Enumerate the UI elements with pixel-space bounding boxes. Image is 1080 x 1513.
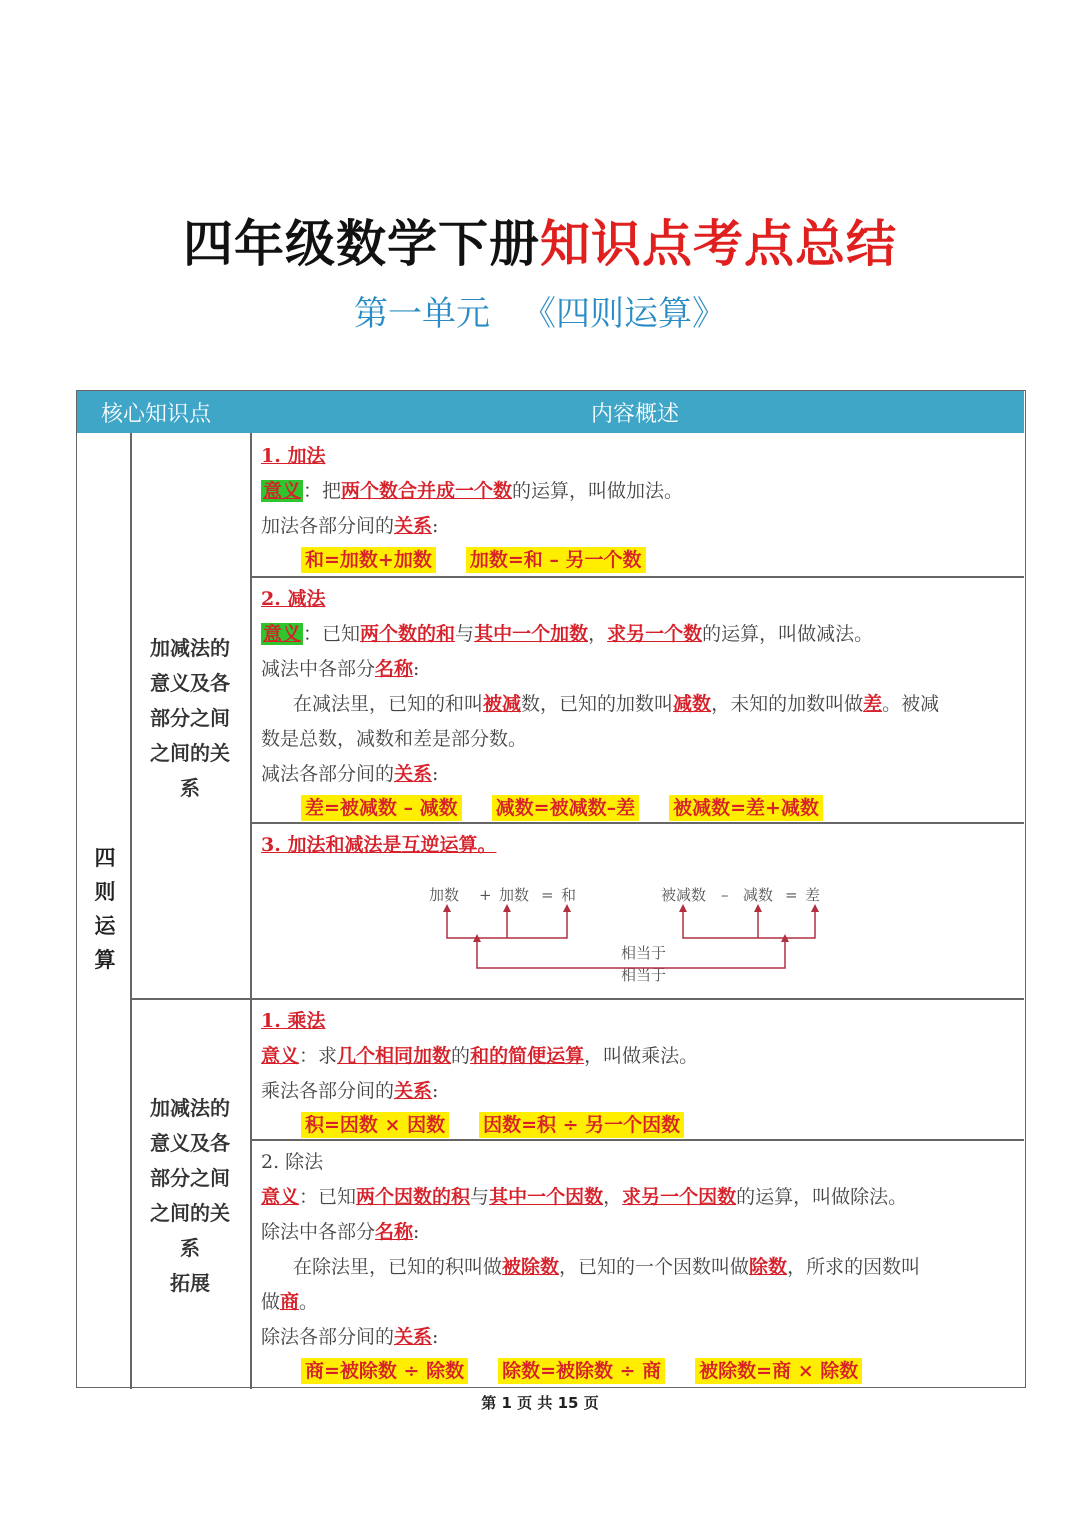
text: 除法各部分间的: [261, 1326, 395, 1348]
text: ，未知的加数叫做: [711, 693, 864, 715]
key-text: 两个数合并成一个数: [341, 480, 513, 502]
equiv-label: 相当于: [621, 966, 667, 984]
key-text: 和的简便运算: [470, 1045, 585, 1067]
division-heading: 2. 除法: [261, 1151, 324, 1173]
eq2-term: 减数: [743, 886, 774, 904]
key-text: 被除数: [502, 1256, 560, 1278]
text: 的: [451, 1045, 471, 1067]
eq2-term: 差: [805, 886, 821, 904]
text: 。被减: [882, 693, 940, 715]
multiplication-heading: 1. 乘法: [261, 1010, 326, 1032]
formula: 因数=积 ÷ 另一个因数: [479, 1112, 684, 1138]
inverse-heading: 3. 加法和减法是互逆运算。: [261, 834, 497, 856]
text: 与: [470, 1186, 490, 1208]
text: :: [413, 658, 420, 680]
equiv-label: 相当于: [621, 944, 667, 962]
text: :: [432, 1326, 439, 1348]
text: 与: [455, 623, 475, 645]
eq2-term: 被减数: [661, 886, 707, 904]
eq2-op: –: [721, 886, 729, 904]
key-text: 减数: [673, 693, 712, 715]
text: 在减法里，已知的和叫: [293, 693, 484, 715]
unit-char: 则: [94, 879, 116, 904]
core-point-1: [135, 631, 245, 806]
meaning-label: 意义: [261, 1186, 300, 1208]
key-text: 被减: [483, 693, 522, 715]
cell-division: [253, 1141, 1023, 1387]
core-line: 意义及各: [150, 671, 230, 695]
text: :: [432, 763, 439, 785]
table-header: [77, 391, 1024, 433]
key-text: 除数: [749, 1256, 788, 1278]
page-title: [0, 204, 1080, 276]
formula: 和=加数+加数: [301, 547, 436, 573]
core-line: 加减法的: [150, 636, 230, 660]
formula: 被除数=商 × 除数: [695, 1358, 862, 1384]
subtraction-heading: 2. 减法: [261, 588, 326, 610]
text: ，: [588, 623, 608, 645]
cell-subtraction: [253, 578, 1023, 822]
text: 除法中各部分: [261, 1221, 376, 1243]
formula: 除数=被除数 ÷ 商: [498, 1358, 665, 1384]
meaning-label: 意义: [261, 1045, 300, 1067]
formula: 减数=被减数–差: [492, 795, 639, 821]
knowledge-table: [76, 390, 1026, 1388]
key-text: 关系: [394, 763, 433, 785]
unit-label: [85, 841, 125, 977]
core-line: 之间的关: [150, 741, 230, 765]
core-line: 意义及各: [150, 1131, 230, 1155]
key-text: 差: [863, 693, 883, 715]
eq2-op: =: [785, 886, 798, 904]
formula: 差=被减数 – 减数: [301, 795, 462, 821]
core-line: 系: [180, 1236, 200, 1260]
key-text: 求另一个数: [607, 623, 703, 645]
col-divider-1: [130, 433, 132, 1389]
title-part1: 四年级数学下册: [183, 215, 540, 273]
key-text: 名称: [375, 1221, 414, 1243]
text: ，: [603, 1186, 623, 1208]
eq1-op: +: [479, 886, 492, 904]
text: 做: [261, 1291, 281, 1313]
core-line: 之间的关: [150, 1201, 230, 1225]
cell-inverse: [253, 824, 1023, 998]
unit-char: 算: [94, 947, 116, 972]
key-text: 其中一个因数: [489, 1186, 604, 1208]
key-text: 名称: [375, 658, 414, 680]
text: :: [432, 515, 439, 537]
formula: 加数=和 – 另一个数: [466, 547, 646, 573]
text: 。: [299, 1291, 319, 1313]
header-content: 内容概述: [591, 402, 680, 427]
unit-char: 运: [94, 913, 116, 938]
key-text: 关系: [394, 1080, 433, 1102]
text: 加法各部分间的: [261, 515, 395, 537]
text: :: [413, 1221, 420, 1243]
page-number: 第 1 页 共 15 页: [481, 1394, 599, 1412]
text: ：求: [299, 1045, 338, 1067]
text: 的运算，叫做除法。: [736, 1186, 908, 1208]
title-part2: 知识点考点总结: [540, 215, 897, 273]
text: :: [432, 1080, 439, 1102]
header-core: 核心知识点: [101, 402, 212, 427]
text: ：已知: [299, 1186, 357, 1208]
core-line: 系: [180, 776, 200, 800]
key-text: 商: [280, 1291, 300, 1313]
text: 的运算，叫做加法。: [512, 480, 684, 502]
core-line: 部分之间: [150, 706, 230, 730]
cell-multiplication: [253, 1000, 1023, 1139]
eq1-term: 加数: [429, 886, 460, 904]
formula: 被减数=差+减数: [669, 795, 823, 821]
addition-heading: 1. 加法: [261, 445, 326, 467]
key-text: 几个相同加数: [337, 1045, 452, 1067]
text: 数，已知的加数叫: [521, 693, 674, 715]
core-line: 拓展: [170, 1271, 210, 1295]
core-point-2: [135, 1091, 245, 1301]
text: ：把: [303, 480, 342, 502]
text: 乘法各部分间的: [261, 1080, 395, 1102]
eq1-term: 和: [561, 886, 577, 904]
subtitle-unit: 第一单元: [354, 294, 490, 334]
page-subtitle: [0, 286, 1080, 335]
meaning-label: 意义: [263, 623, 302, 645]
eq1-term: 加数: [499, 886, 530, 904]
key-text: 其中一个加数: [474, 623, 589, 645]
text: ，叫做乘法。: [584, 1045, 699, 1067]
text: 减法各部分间的: [261, 763, 395, 785]
core-line: 加减法的: [150, 1096, 230, 1120]
meaning-label: 意义: [263, 480, 302, 502]
text: 的运算，叫做减法。: [702, 623, 874, 645]
key-text: 求另一个因数: [622, 1186, 737, 1208]
text: ，已知的一个因数叫做: [559, 1256, 750, 1278]
unit-char: 四: [94, 845, 116, 870]
key-text: 关系: [394, 515, 433, 537]
inverse-diagram: [413, 884, 833, 994]
formula: 积=因数 × 因数: [301, 1112, 449, 1138]
key-text: 两个数的和: [360, 623, 456, 645]
formula: 商=被除数 ÷ 除数: [301, 1358, 468, 1384]
text: 数是总数，减数和差是部分数。: [261, 728, 528, 750]
bracket-2: [683, 908, 815, 938]
cell-addition: [253, 433, 1023, 576]
text: ：已知: [303, 623, 361, 645]
key-text: 关系: [394, 1326, 433, 1348]
text: 减法中各部分: [261, 658, 376, 680]
eq1-op: =: [541, 886, 554, 904]
core-line: 部分之间: [150, 1166, 230, 1190]
key-text: 两个因数的积: [356, 1186, 471, 1208]
subtitle-name: 《四则运算》: [522, 294, 726, 334]
text: 在除法里，已知的积叫做: [293, 1256, 503, 1278]
text: ，所求的因数叫: [787, 1256, 921, 1278]
